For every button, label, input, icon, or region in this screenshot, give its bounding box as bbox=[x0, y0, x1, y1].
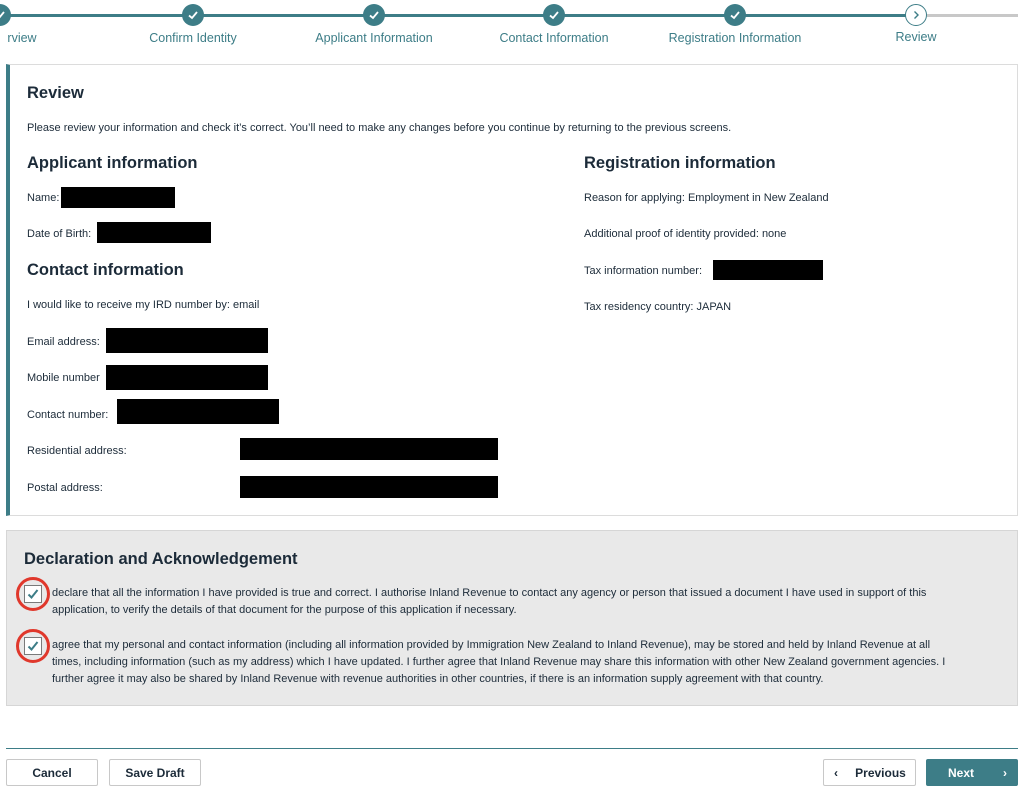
next-button[interactable] bbox=[926, 759, 1018, 786]
annotation-circle bbox=[16, 629, 50, 663]
step-contact-information-dot[interactable] bbox=[543, 4, 565, 26]
postal-address-label: Postal address: bbox=[27, 482, 103, 494]
email-label: Email address: bbox=[27, 336, 100, 348]
chevron-right-icon bbox=[910, 9, 922, 21]
footer-divider bbox=[6, 748, 1018, 749]
step-overview-dot[interactable] bbox=[0, 4, 11, 26]
step-review-dot[interactable] bbox=[905, 4, 927, 26]
stepper-track-remaining bbox=[927, 14, 1018, 17]
redacted-tax-number bbox=[713, 260, 823, 280]
stepper-track-complete bbox=[0, 14, 916, 17]
tax-country-text: Tax residency country: JAPAN bbox=[584, 301, 732, 313]
declaration-heading: Declaration and Acknowledgement bbox=[24, 550, 298, 568]
chevron-right-icon: › bbox=[1003, 765, 1007, 780]
proof-text: Additional proof of identity provided: none bbox=[584, 228, 787, 240]
check-icon bbox=[368, 9, 380, 21]
next-button-label: Next bbox=[947, 765, 974, 780]
declaration-truth-text bbox=[52, 585, 926, 619]
review-title: Review bbox=[27, 84, 84, 102]
residential-address-label: Residential address: bbox=[27, 445, 127, 457]
declaration-truth-line-1: declare that all the information I have provided is true and correct. I authorise Inland Revenue to contact any agency or person that issued a document I have used in support of this bbox=[52, 587, 927, 599]
annotation-circle bbox=[16, 577, 50, 611]
previous-button-label: Previous bbox=[855, 765, 906, 780]
save-draft-button[interactable]: Save Draft bbox=[109, 759, 201, 786]
check-icon bbox=[0, 9, 6, 21]
contact-heading: Contact information bbox=[27, 261, 184, 279]
reason-text: Reason for applying: Employment in New Zealand bbox=[584, 192, 829, 204]
redacted-contact-number bbox=[117, 399, 279, 424]
step-registration-information-dot[interactable] bbox=[724, 4, 746, 26]
name-label: Name: bbox=[27, 192, 60, 204]
declaration-privacy-line-1: agree that my personal and contact information (including all information provided by Immigration New Zealand to Inland Revenue), may be stored and held by Inland Revenue at all bbox=[52, 639, 931, 651]
redacted-name bbox=[61, 187, 175, 208]
applicant-heading: Applicant information bbox=[27, 154, 198, 172]
previous-button[interactable] bbox=[823, 759, 916, 786]
step-contact-information-label[interactable]: Contact Information bbox=[499, 31, 609, 45]
step-confirm-identity-label[interactable]: Confirm Identity bbox=[149, 31, 237, 45]
declaration-privacy-line-3: further agree it may also be shared by Inland Revenue with revenue authorities in other countries, if there is an information supply agreement with that country. bbox=[52, 673, 824, 685]
check-icon bbox=[729, 9, 741, 21]
step-confirm-identity-dot[interactable] bbox=[182, 4, 204, 26]
tax-number-label: Tax information number: bbox=[584, 265, 702, 277]
step-applicant-information-label[interactable]: Applicant Information bbox=[315, 31, 433, 45]
step-applicant-information-dot[interactable] bbox=[363, 4, 385, 26]
contact-number-label: Contact number: bbox=[27, 409, 109, 421]
step-overview-label[interactable]: rview bbox=[7, 31, 37, 45]
redacted-postal-address bbox=[240, 476, 498, 498]
declaration-privacy-line-2: times, including information (such as my address) which I have updated. I further agree that Inland Revenue may share this information with other New Zealand government agencies. I bbox=[52, 656, 946, 668]
review-intro: Please review your information and check it’s correct. You’ll need to make any changes before you continue by returning to the previous screens. bbox=[27, 122, 732, 134]
registration-heading: Registration information bbox=[584, 154, 776, 172]
declaration-panel bbox=[6, 530, 1018, 706]
cancel-button[interactable]: Cancel bbox=[6, 759, 98, 786]
redacted-email bbox=[106, 328, 268, 353]
check-icon bbox=[548, 9, 560, 21]
chevron-left-icon: ‹ bbox=[834, 765, 838, 780]
declaration-truth-line-2: application, to verify the details of that document for the purpose of this application if necessary. bbox=[52, 604, 517, 616]
check-icon bbox=[187, 9, 199, 21]
ird-delivery-text: I would like to receive my IRD number by: email bbox=[27, 299, 260, 311]
mobile-label: Mobile number bbox=[27, 372, 100, 384]
dob-label: Date of Birth: bbox=[27, 228, 92, 240]
step-review-label: Review bbox=[895, 30, 937, 44]
step-registration-information-label[interactable]: Registration Information bbox=[668, 31, 802, 45]
redacted-mobile bbox=[106, 365, 268, 390]
redacted-dob bbox=[97, 222, 211, 243]
review-card bbox=[6, 64, 1018, 516]
declaration-privacy-text bbox=[52, 637, 945, 688]
progress-stepper bbox=[0, 0, 1024, 56]
redacted-residential-address bbox=[240, 438, 498, 460]
